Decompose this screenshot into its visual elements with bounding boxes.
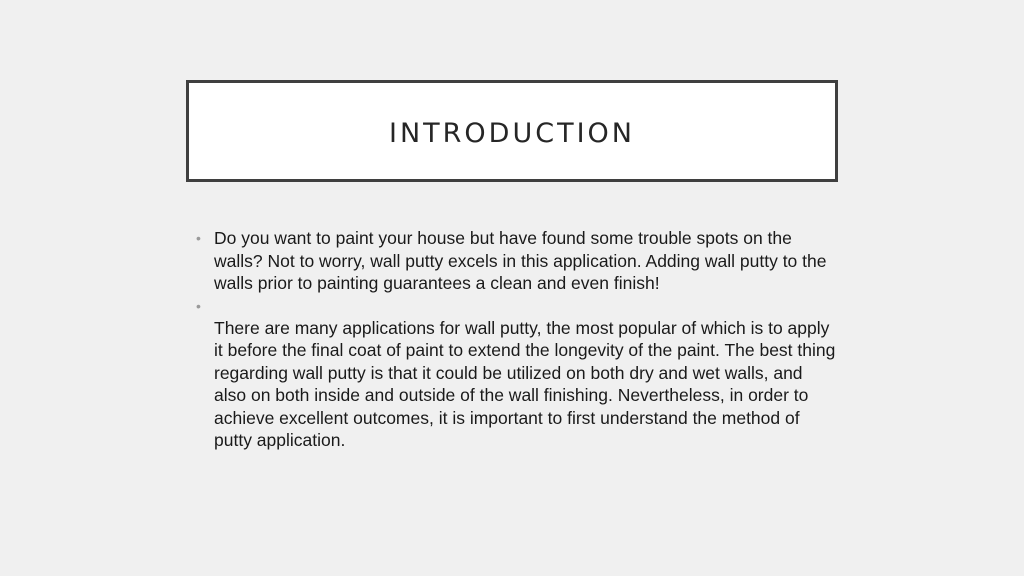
title-box (186, 80, 838, 182)
bullet-list (196, 227, 836, 452)
bullet-item (196, 295, 836, 452)
bullet-icon: • (196, 297, 201, 314)
bullet-icon: • (196, 230, 201, 246)
bullet-text: Do you want to paint your house but have found some trouble spots on the walls? Not to worry, wall putty excels in this application. Adding wall putty to the walls prior to painting guarantees a clean and even finish! (214, 228, 827, 293)
bullet-item (196, 227, 836, 295)
slide-title: INTRODUCTION (389, 117, 635, 149)
bullet-spacer (214, 295, 836, 317)
bullet-text: There are many applications for wall putty, the most popular of which is to apply it before the final coat of paint to extend the longevity of the paint. The best thing regarding wall putty is that it could be utilized on both dry and wet walls, and also on both inside and outside of the wall finishing. Nevertheless, in order to achieve excellent outcomes, it is important to first understand the method of putty application. (214, 317, 836, 450)
